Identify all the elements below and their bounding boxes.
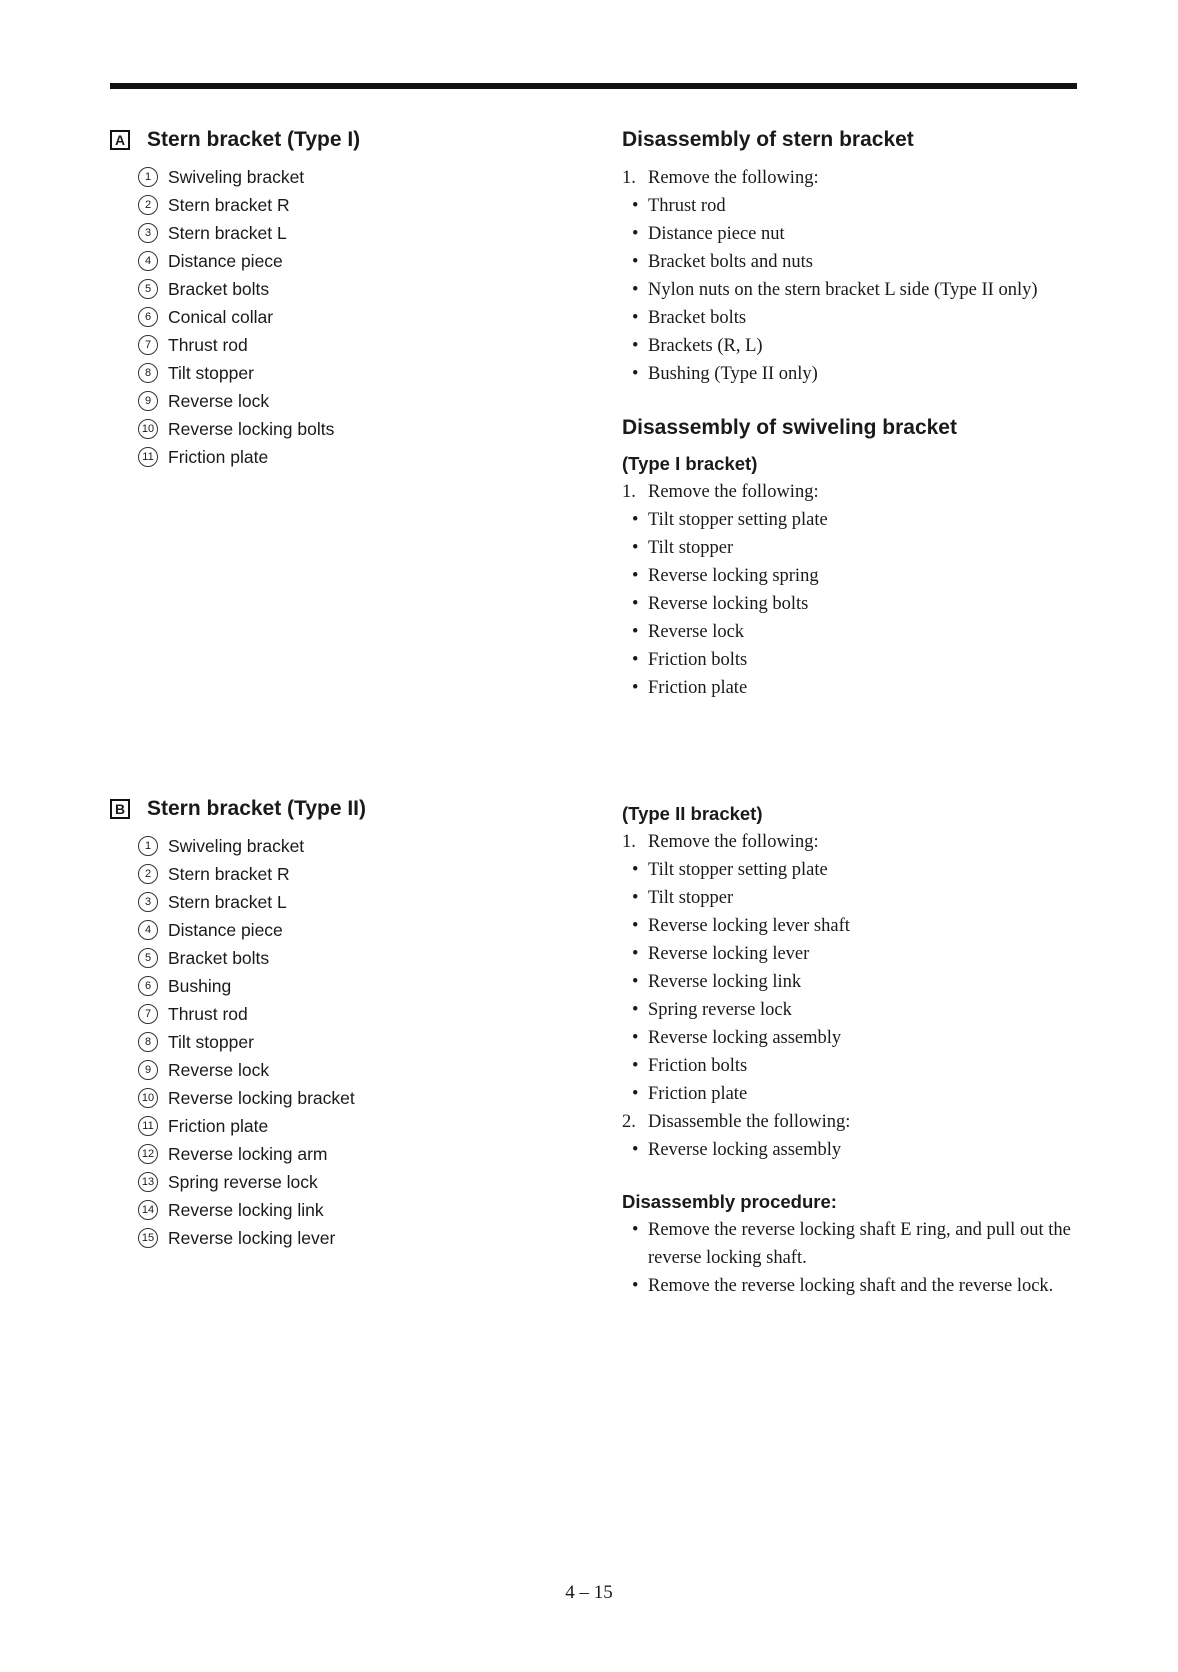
callout-number: 10 [138,419,158,439]
list-item: • Thrust rod [622,192,1092,220]
list-item: • Tilt stopper [622,534,1092,562]
stern-disassembly-heading: Disassembly of stern bracket [622,128,914,151]
list-item [138,1168,580,1196]
callout-number: 2 [138,864,158,884]
list-item [138,1140,580,1168]
callout-number: 5 [138,948,158,968]
list-item [138,275,580,303]
list-item: • Brackets (R, L) [622,332,1092,360]
section-a-letter-box: A [110,130,130,150]
list-item [138,1056,580,1084]
list-item [138,331,580,359]
part-label: Spring reverse lock [168,1171,318,1192]
step-text: Remove the following: [648,168,819,188]
part-label: Thrust rod [168,334,248,355]
section-a [110,124,580,471]
part-label: Stern bracket R [168,863,290,884]
callout-number: 3 [138,892,158,912]
list-item: • Remove the reverse locking shaft and the reverse lock. [622,1272,1092,1300]
list-item [138,247,580,275]
list-item: • Friction bolts [622,646,1092,674]
part-label: Conical collar [168,306,274,327]
step-2 [622,1108,1092,1136]
list-item [138,443,580,471]
type2-bracket-heading: (Type II bracket) [622,803,763,824]
part-label: Friction plate [168,1115,269,1136]
step-text: Remove the following: [648,482,819,502]
section-a-title: Stern bracket (Type I) [147,128,361,151]
part-label: Thrust rod [168,1003,248,1024]
part-label: Stern bracket L [168,891,287,912]
step-number: 1. [622,832,636,852]
header-rule [110,83,1077,89]
page-number: 4 – 15 [565,1582,613,1603]
list-item: • Reverse locking lever [622,940,1092,968]
swivel-disassembly-heading: Disassembly of swiveling bracket [622,416,957,439]
list-item: • Remove the reverse locking shaft E ring, and pull out the reverse locking shaft. [622,1216,1092,1272]
list-item: • Reverse locking assembly [622,1024,1092,1052]
section-b [110,793,580,1252]
part-label: Friction plate [168,446,269,467]
part-label: Reverse locking bracket [168,1087,355,1108]
list-item [138,1028,580,1056]
list-item: • Friction plate [622,1080,1092,1108]
part-label: Stern bracket R [168,194,290,215]
callout-number: 1 [138,836,158,856]
section-b-title: Stern bracket (Type II) [147,797,367,820]
list-item [138,944,580,972]
callout-number: 4 [138,920,158,940]
list-item [138,1196,580,1224]
procedure-heading: Disassembly procedure: [622,1191,837,1212]
part-label: Reverse locking arm [168,1143,328,1164]
list-item [138,1224,580,1252]
list-item: • Bracket bolts [622,304,1092,332]
part-label: Swiveling bracket [168,166,305,187]
step-number: 2. [622,1112,636,1132]
part-label: Distance piece [168,919,283,940]
callout-number: 4 [138,251,158,271]
type1-remove-list [622,506,1092,702]
list-item: • Reverse locking spring [622,562,1092,590]
type2-remove-list [622,856,1092,1108]
type2-disassemble-list [622,1136,1092,1164]
stern-remove-list [622,192,1092,388]
callout-number: 11 [138,1116,158,1136]
step-1 [622,828,1092,856]
callout-number: 6 [138,976,158,996]
step-text: Remove the following: [648,832,819,852]
list-item: • Spring reverse lock [622,996,1092,1024]
list-item: • Bracket bolts and nuts [622,248,1092,276]
list-item [138,916,580,944]
list-item [138,832,580,860]
type1-bracket-heading: (Type I bracket) [622,453,758,474]
part-label: Tilt stopper [168,362,254,383]
list-item [138,888,580,916]
callout-number: 12 [138,1144,158,1164]
callout-number: 6 [138,307,158,327]
section-a-heading [110,124,580,156]
list-item [138,415,580,443]
callout-number: 8 [138,363,158,383]
step-number: 1. [622,168,636,188]
part-label: Reverse locking link [168,1199,324,1220]
part-label: Reverse locking bolts [168,418,335,439]
part-label: Bracket bolts [168,947,270,968]
list-item [138,191,580,219]
list-item: • Tilt stopper setting plate [622,856,1092,884]
part-label: Tilt stopper [168,1031,254,1052]
part-label: Reverse lock [168,390,270,411]
callout-number: 11 [138,447,158,467]
callout-number: 5 [138,279,158,299]
callout-number: 14 [138,1200,158,1220]
list-item [138,387,580,415]
list-item: • Tilt stopper [622,884,1092,912]
list-item [138,972,580,1000]
part-label: Stern bracket L [168,222,287,243]
callout-number: 9 [138,391,158,411]
section-b-letter-box: B [110,799,130,819]
list-item [138,359,580,387]
callout-number: 3 [138,223,158,243]
callout-number: 13 [138,1172,158,1192]
list-item: • Nylon nuts on the stern bracket L side (Type II only) [622,276,1092,304]
list-item: • Distance piece nut [622,220,1092,248]
section-a-parts-list [138,163,580,471]
section-b-parts-list [138,832,580,1252]
step-1 [622,478,1092,506]
callout-number: 2 [138,195,158,215]
step-number: 1. [622,482,636,502]
list-item: • Reverse locking bolts [622,590,1092,618]
disassembly-column-top [622,124,1092,702]
list-item: • Friction plate [622,674,1092,702]
part-label: Bushing [168,975,232,996]
callout-number: 7 [138,335,158,355]
list-item: • Reverse lock [622,618,1092,646]
list-item [138,163,580,191]
list-item: • Reverse locking assembly [622,1136,1092,1164]
step-text: Disassemble the following: [648,1112,851,1132]
list-item [138,1084,580,1112]
section-b-heading [110,793,580,825]
callout-number: 10 [138,1088,158,1108]
callout-number: 7 [138,1004,158,1024]
list-item: • Bushing (Type II only) [622,360,1092,388]
list-item [138,1000,580,1028]
callout-number: 15 [138,1228,158,1248]
list-item [138,219,580,247]
callout-number: 1 [138,167,158,187]
list-item: • Reverse locking link [622,968,1092,996]
part-label: Swiveling bracket [168,835,305,856]
list-item [138,860,580,888]
part-label: Distance piece [168,250,283,271]
list-item: • Tilt stopper setting plate [622,506,1092,534]
list-item [138,303,580,331]
part-label: Reverse locking lever [168,1227,336,1248]
callout-number: 8 [138,1032,158,1052]
list-item [138,1112,580,1140]
list-item: • Friction bolts [622,1052,1092,1080]
step-1 [622,164,1092,192]
procedure-list [622,1216,1092,1300]
part-label: Reverse lock [168,1059,270,1080]
part-label: Bracket bolts [168,278,270,299]
disassembly-column-bottom [622,800,1092,1300]
list-item: • Reverse locking lever shaft [622,912,1092,940]
callout-number: 9 [138,1060,158,1080]
